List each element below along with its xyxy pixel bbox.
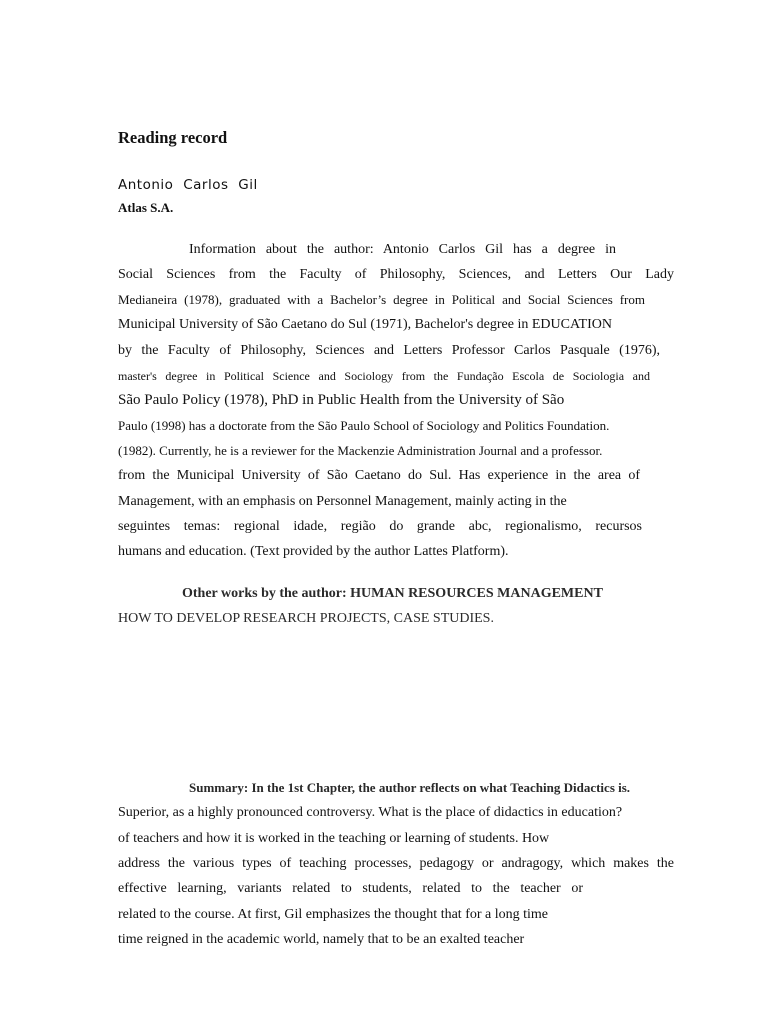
other-works-continuation: HOW TO DEVELOP RESEARCH PROJECTS, CASE STUDIES. (118, 611, 494, 626)
paragraph-line: Paulo (1998) has a doctorate from the São Paulo School of Sociology and Politics Foundation. (118, 418, 610, 433)
paragraph-line: Medianeira (1978), graduated with a Bachelor’s degree in Political and Social Sciences from (118, 292, 645, 307)
paragraph-line: from the Municipal University of São Caetano do Sul. Has experience in the area of (118, 468, 640, 483)
paragraph-line: Information about the author: Antonio Carlos Gil has a degree in (189, 242, 616, 257)
paragraph-line: address the various types of teaching processes, pedagogy or andragogy, which makes the (118, 856, 674, 871)
paragraph-line: Social Sciences from the Faculty of Philosophy, Sciences, and Letters Our Lady (118, 267, 674, 282)
paragraph-line: of teachers and how it is worked in the teaching or learning of students. How (118, 831, 550, 846)
paragraph-line: Superior, as a highly pronounced controversy. What is the place of didactics in education? (118, 805, 623, 820)
document-title: Reading record (118, 128, 228, 147)
paragraph-line: Municipal University of São Caetano do Sul (1971), Bachelor's degree in EDUCATION (118, 317, 612, 332)
paragraph-line: São Paulo Policy (1978), PhD in Public Health from the University of São (118, 392, 565, 408)
paragraph-line: related to the course. At first, Gil emphasizes the thought that for a long time (118, 907, 549, 922)
paragraph-line: seguintes temas: regional idade, região do grande abc, regionalismo, recursos (118, 519, 642, 534)
paragraph-line: humans and education. (Text provided by the author Lattes Platform). (118, 544, 509, 559)
paragraph-line: Management, with an emphasis on Personnel Management, mainly acting in the (118, 494, 567, 509)
other-works-title: HUMAN RESOURCES MANAGEMENT (350, 586, 603, 601)
paragraph-line: (1982). Currently, he is a reviewer for the Mackenzie Administration Journal and a professor. (118, 443, 603, 458)
other-works-line (182, 585, 652, 603)
paragraph-line: effective learning, variants related to students, related to the teacher or (118, 881, 583, 896)
paragraph-line: by the Faculty of Philosophy, Sciences and Letters Professor Carlos Pasquale (1976), (118, 343, 660, 358)
paragraph-line: time reigned in the academic world, namely that to be an exalted teacher (118, 932, 525, 947)
publisher-name: Atlas S.A. (118, 200, 174, 215)
paragraph-line: master's degree in Political Science and Sociology from the Fundação Escola de Sociologia and (118, 369, 650, 383)
summary-heading: Summary: In the 1st Chapter, the author reflects on what Teaching Didactics is. (189, 780, 631, 795)
other-works-label: Other works by the author: (182, 586, 347, 601)
author-name: Antonio Carlos Gil (118, 177, 258, 193)
